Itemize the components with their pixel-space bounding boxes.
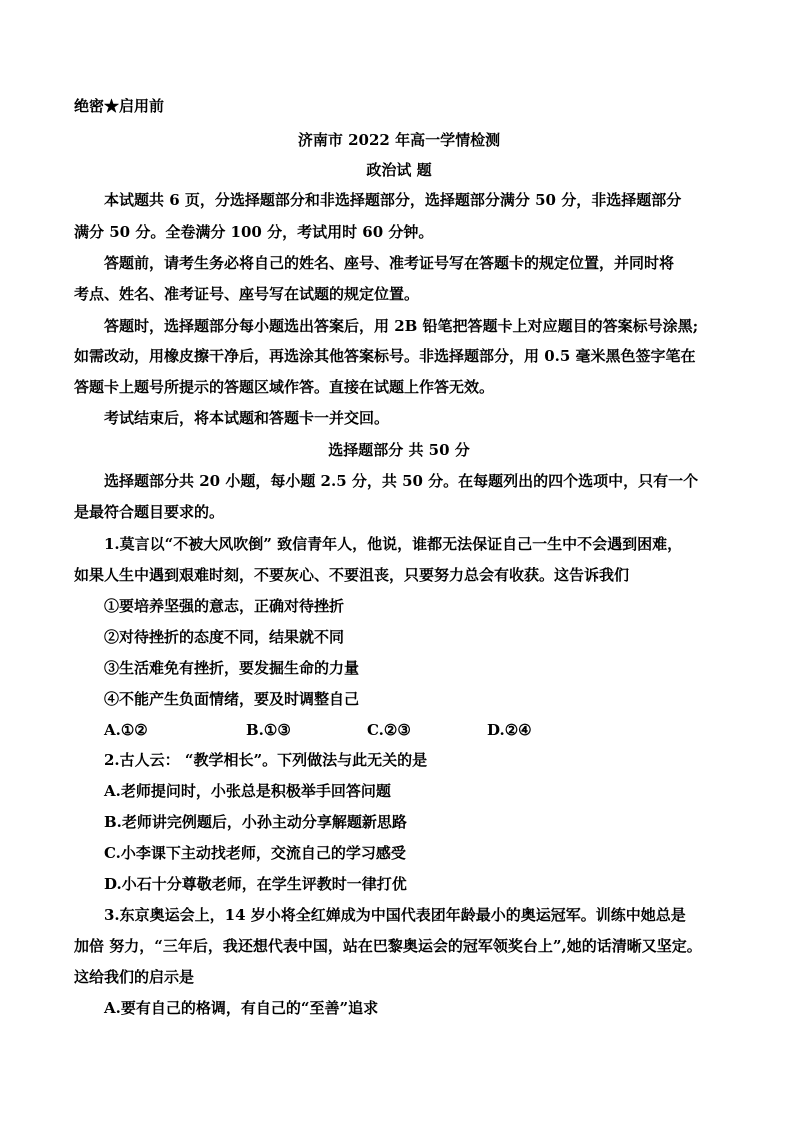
instruction-line: 答题卡上题号所提示的答题区域作答。直接在试题上作答无效。 <box>74 378 495 396</box>
section-desc: 是最符合题目要求的。 <box>74 503 225 521</box>
question-2-option-a: A.老师提问时，小张总是积极举手回答问题 <box>104 782 391 800</box>
instruction-line: 答题前，请考生务必将自己的姓名、座号、准考证号写在答题卡的规定位置，并同时将 <box>104 254 675 272</box>
question-1-option-c: C.②③ <box>367 721 411 739</box>
instruction-line: 满分 50 分。全卷满分 100 分，考试用时 60 分钟。 <box>74 223 434 241</box>
question-1-option-d: D.②④ <box>487 721 532 739</box>
instruction-line: 如需改动，用橡皮擦干净后，再选涂其他答案标号。非选择题部分，用 0.5 毫米黑色签字笔在 <box>74 347 696 365</box>
secret-mark: 绝密★启用前 <box>74 97 165 115</box>
exam-title: 济南市 2022 年高一学情检测 <box>297 131 501 149</box>
question-3-option-a: A.要有自己的格调，有自己的“至善”追求 <box>104 999 379 1017</box>
instruction-line: 答题时，选择题部分每小题选出答案后，用 2B 铅笔把答题卡上对应题目的答案标号涂黑; <box>104 317 699 335</box>
instruction-line: 考试结束后，将本试题和答题卡一并交回。 <box>104 409 390 427</box>
question-1-item: ④不能产生负面情绪，要及时调整自己 <box>104 690 360 708</box>
question-1-item: ③生活难免有挫折，要发掘生命的力量 <box>104 659 360 677</box>
section-title: 选择题部分 共 50 分 <box>328 441 470 459</box>
question-1-item: ①要培养坚强的意志，正确对待挫折 <box>104 597 345 615</box>
instruction-line: 考点、姓名、准考证号、座号写在试题的规定位置。 <box>74 285 420 303</box>
question-3-stem: 这给我们的启示是 <box>74 968 195 986</box>
instruction-line: 本试题共 6 页，分选择题部分和非选择题部分，选择题部分满分 50 分，非选择题部分 <box>104 191 682 209</box>
question-3-stem: 3.东京奥运会上，14 岁小将全红婵成为中国代表团年龄最小的奥运冠军。训练中她总是 <box>104 906 686 924</box>
question-1-item: ②对待挫折的态度不同，结果就不同 <box>104 628 345 646</box>
question-1-stem: 如果人生中遇到艰难时刻，不要灰心、不要沮丧，只要努力总会有收获。这告诉我们 <box>74 566 630 584</box>
question-2-option-b: B.老师讲完例题后，小孙主动分享解题新思路 <box>104 813 407 831</box>
question-1-option-a: A.①② <box>104 721 148 739</box>
section-desc: 选择题部分共 20 小题，每小题 2.5 分，共 50 分。在每题列出的四个选项中，只有一个 <box>104 472 699 490</box>
question-2-option-d: D.小石十分尊敬老师，在学生评教时一律打优 <box>104 875 407 893</box>
subject-title: 政治试 题 <box>366 161 432 179</box>
question-2-option-c: C.小李课下主动找老师，交流自己的学习感受 <box>104 844 406 862</box>
question-1-option-b: B.①③ <box>246 721 291 739</box>
question-3-stem: 加倍 努力，“三年后，我还想代表中国，站在巴黎奥运会的冠军领奖台上”,她的话清晰又坚定。 <box>74 937 702 955</box>
question-1-stem: 1.莫言以“不被大风吹倒” 致信青年人，他说，谁都无法保证自己一生中不会遇到困难， <box>104 535 683 553</box>
question-2-stem: 2.古人云： “教学相长”。下列做法与此无关的是 <box>104 751 428 769</box>
